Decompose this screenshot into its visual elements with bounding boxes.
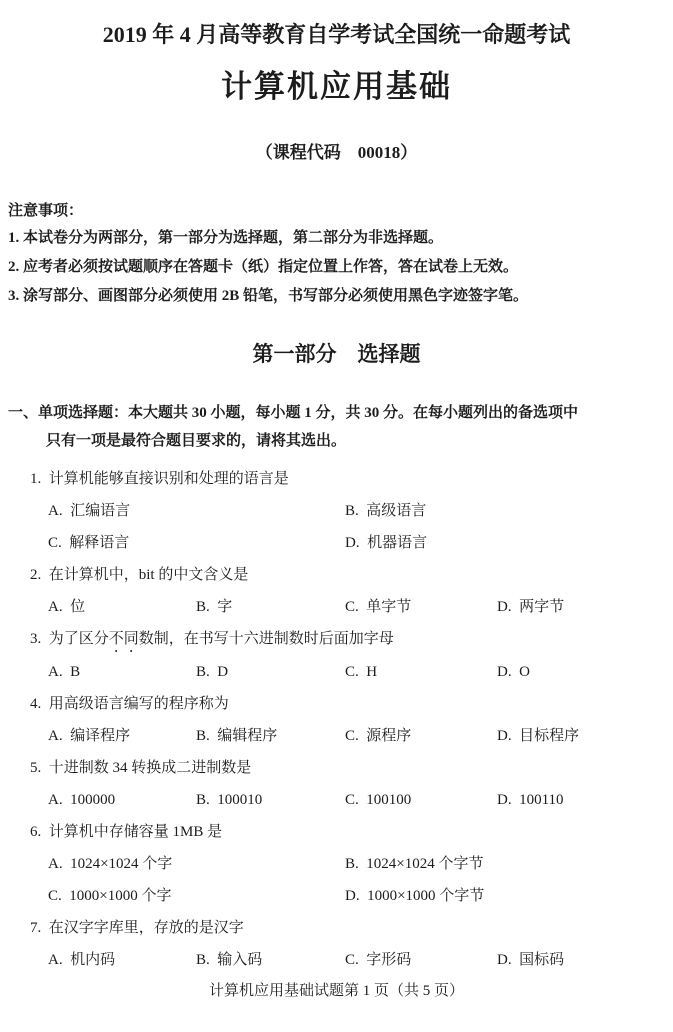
- q3-option-b: B. D: [196, 664, 229, 680]
- section-instructions: [0, 399, 673, 455]
- course-code: （课程代码 00018）: [255, 143, 418, 162]
- question-6: [0, 816, 673, 912]
- question-3: [0, 623, 673, 688]
- q1-option-a: A. 汇编语言: [48, 503, 131, 519]
- q7-option-d: D. 国标码: [497, 952, 565, 968]
- q7-option-c: C. 字形码: [345, 952, 412, 968]
- q5-option-b: B. 100010: [196, 792, 263, 808]
- q2-option-b: B. 字: [196, 599, 233, 615]
- question-7: [0, 912, 673, 976]
- q2-option-c: C. 单字节: [345, 599, 412, 615]
- q6-option-d: D. 1000×1000 个字节: [345, 888, 485, 904]
- question-5: [0, 752, 673, 816]
- notice-item-2: 2. 应考者必须按试题顺序在答题卡（纸）指定位置上作答，答在试卷上无效。: [8, 259, 519, 275]
- q2-stem: 2. 在计算机中，bit 的中文含义是: [30, 567, 249, 583]
- q4-stem: 4. 用高级语言编写的程序称为: [30, 696, 229, 712]
- q1-stem: 1. 计算机能够直接识别和处理的语言是: [30, 471, 289, 487]
- q3-option-c: C. H: [345, 664, 378, 680]
- exam-title-main: 计算机应用基础: [221, 69, 452, 104]
- q4-option-b: B. 编辑程序: [196, 728, 278, 744]
- q5-option-a: A. 100000: [48, 792, 116, 808]
- notice-heading: 注意事项：: [8, 203, 84, 219]
- q2-option-d: D. 两字节: [497, 599, 565, 615]
- q1-option-b: B. 高级语言: [345, 503, 427, 519]
- q1-option-d: D. 机器语言: [345, 535, 428, 551]
- exam-title-line1: 2019 年 4 月高等教育自学考试全国统一命题考试: [102, 22, 571, 47]
- q3-stem-suffix: 数制，在书写十六进制数时后面加字母: [138, 631, 394, 647]
- q4-option-c: C. 源程序: [345, 728, 412, 744]
- q1-options: [30, 495, 673, 559]
- q6-option-b: B. 1024×1024 个字节: [345, 856, 484, 872]
- question-list: [0, 463, 673, 976]
- page-footer: 计算机应用基础试题第 1 页（共 5 页）: [208, 983, 464, 999]
- q7-option-a: A. 机内码: [48, 952, 116, 968]
- q4-option-a: A. 编译程序: [48, 728, 131, 744]
- q3-options: [30, 656, 673, 688]
- q7-option-b: B. 输入码: [196, 952, 263, 968]
- question-2: [0, 559, 673, 623]
- q3-option-a: A. B: [48, 664, 81, 680]
- section-heading: 第一部分 选择题: [252, 343, 421, 366]
- q3-stem-prefix: 3. 为了区分: [30, 631, 109, 647]
- q5-option-d: D. 100110: [497, 792, 564, 808]
- q4-options: [30, 720, 673, 752]
- notice-item-3: 3. 涂写部分、画图部分必须使用 2B 铅笔，书写部分必须使用黑色字迹签字笔。: [8, 288, 529, 304]
- q1-option-c: C. 解释语言: [48, 535, 130, 551]
- q5-stem: 5. 十进制数 34 转换成二进制数是: [30, 760, 252, 776]
- q6-stem: 6. 计算机中存储容量 1MB 是: [30, 824, 223, 840]
- notice-item-1: 1. 本试卷分为两部分，第一部分为选择题，第二部分为非选择题。: [8, 230, 444, 246]
- question-4: [0, 688, 673, 752]
- q6-option-a: A. 1024×1024 个字: [48, 856, 173, 872]
- q3-option-d: D. O: [497, 664, 530, 680]
- q2-options: [30, 591, 673, 623]
- q6-option-c: C. 1000×1000 个字: [48, 888, 172, 904]
- instructions-line-2: 只有一项是最符合题目要求的，请将其选出。: [46, 433, 347, 449]
- q2-option-a: A. 位: [48, 599, 86, 615]
- q3-stem-emphasized: 不同: [108, 631, 139, 647]
- q5-option-c: C. 100100: [345, 792, 412, 808]
- notice-section: [0, 198, 673, 311]
- instructions-line-1: 一、单项选择题：本大题共 30 小题，每小题 1 分，共 30 分。在每小题列出的备选项中: [8, 405, 579, 421]
- question-1: [0, 463, 673, 559]
- q3-stem: [30, 623, 673, 656]
- q6-options: [30, 848, 673, 912]
- q4-option-d: D. 目标程序: [497, 728, 580, 744]
- q5-options: [30, 784, 673, 816]
- q7-stem: 7. 在汉字字库里，存放的是汉字: [30, 920, 244, 936]
- q7-options: [30, 944, 673, 976]
